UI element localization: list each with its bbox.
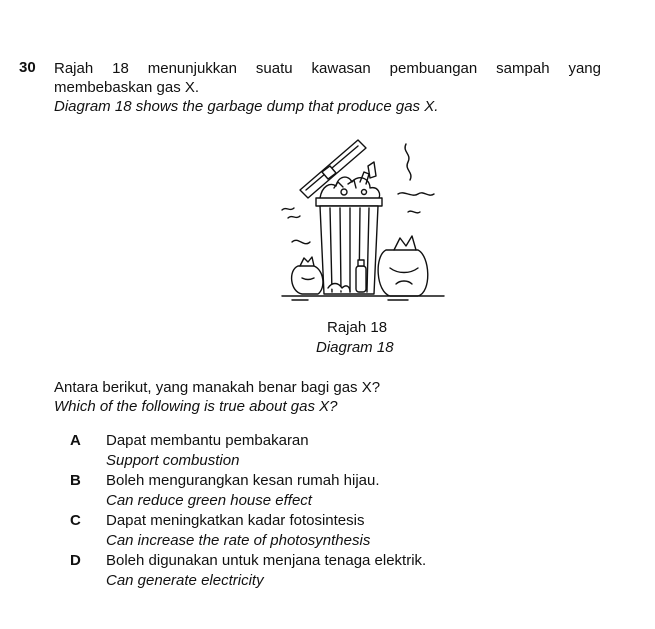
right-garbage-bag-icon — [378, 236, 428, 296]
left-garbage-bag-icon — [288, 216, 323, 294]
bottle-icon — [356, 260, 366, 292]
bin-body-icon — [316, 198, 382, 294]
option-text-ms: Dapat meningkatkan kadar fotosintesis — [106, 512, 365, 529]
option-text-en: Can reduce green house effect — [106, 492, 312, 509]
question-prompt — [54, 378, 380, 416]
stem-ms-line2: membebaskan gas X. — [54, 79, 200, 96]
option-text-ms: Boleh mengurangkan kesan rumah hijau. — [106, 472, 380, 489]
option-text-ms: Boleh digunakan untuk menjana tenaga elektrik. — [106, 552, 427, 569]
option-letter: A — [70, 432, 81, 449]
option-letter: D — [70, 552, 81, 569]
garbage-bin-illustration — [278, 138, 448, 308]
prompt-ms: Antara berikut, yang manakah benar bagi gas X? — [54, 379, 381, 396]
option-text-en: Can generate electricity — [106, 572, 264, 589]
stem-en: Diagram 18 shows the garbage dump that produce gas X. — [54, 98, 439, 115]
option-text-ms: Dapat membantu pembakaran — [106, 432, 309, 449]
stem-ms-line1: Rajah 18 menunjukkan suatu kawasan pembuangan sampah yang — [54, 60, 601, 77]
option-text-en: Can increase the rate of photosynthesis — [106, 532, 371, 549]
option-letter: C — [70, 512, 81, 529]
figure-caption-ms: Rajah 18 — [327, 319, 388, 336]
question-number: 30 — [19, 59, 36, 76]
option-text-en: Support combustion — [106, 452, 240, 469]
figure-caption-en: Diagram 18 — [316, 339, 394, 356]
option-letter: B — [70, 472, 81, 489]
prompt-en: Which of the following is true about gas X? — [54, 398, 338, 415]
question-stem — [54, 59, 601, 116]
